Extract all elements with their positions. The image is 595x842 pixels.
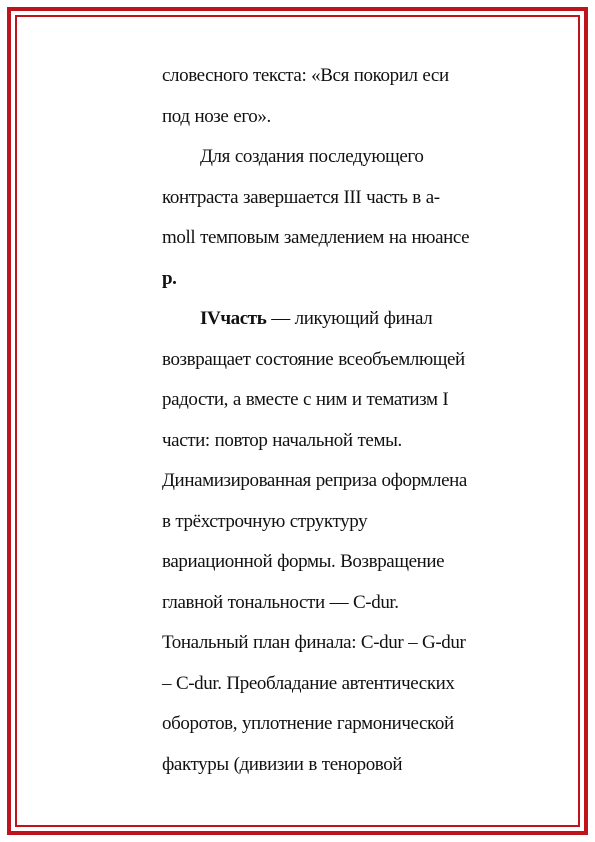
- text-line: под нозе его».: [162, 105, 271, 127]
- text-line: части: повтор начальной темы.: [162, 429, 402, 451]
- text-line: [162, 299, 537, 340]
- body-text: [162, 56, 537, 785]
- paragraph-1: [162, 56, 537, 137]
- text-line: главной тональности — C-dur.: [162, 591, 399, 613]
- paragraph-3: [162, 299, 537, 785]
- text-line: контраста завершается III часть в а-: [162, 186, 440, 208]
- text-line: p.: [162, 267, 177, 289]
- paragraph-2: [162, 137, 537, 299]
- text-line: оборотов, уплотнение гармонической: [162, 713, 454, 734]
- text-line: Динамизированная реприза оформлена: [162, 470, 467, 491]
- text-line: Для создания последующего: [200, 146, 424, 167]
- text-line: радости, а вместе с ним и тематизм I: [162, 389, 449, 410]
- text-line: вариационной формы. Возвращение: [162, 551, 445, 572]
- text-line: – C-dur. Преобладание автентических: [162, 672, 455, 694]
- text-line: moll темповым замедлением на нюансе: [162, 227, 470, 248]
- text-line: в трёхстрочную структуру: [162, 510, 368, 532]
- section-heading: IVчасть: [200, 308, 267, 329]
- text-line: возвращает состояние всеобъемлющей: [162, 348, 465, 370]
- text-line: фактуры (дивизии в теноровой: [162, 753, 403, 775]
- text-fragment: — ликующий финал: [266, 308, 433, 329]
- text-line: словесного текста: «Вся покорил еси: [162, 65, 449, 86]
- text-line: Тональный план финала: C-dur – G-dur: [162, 632, 466, 653]
